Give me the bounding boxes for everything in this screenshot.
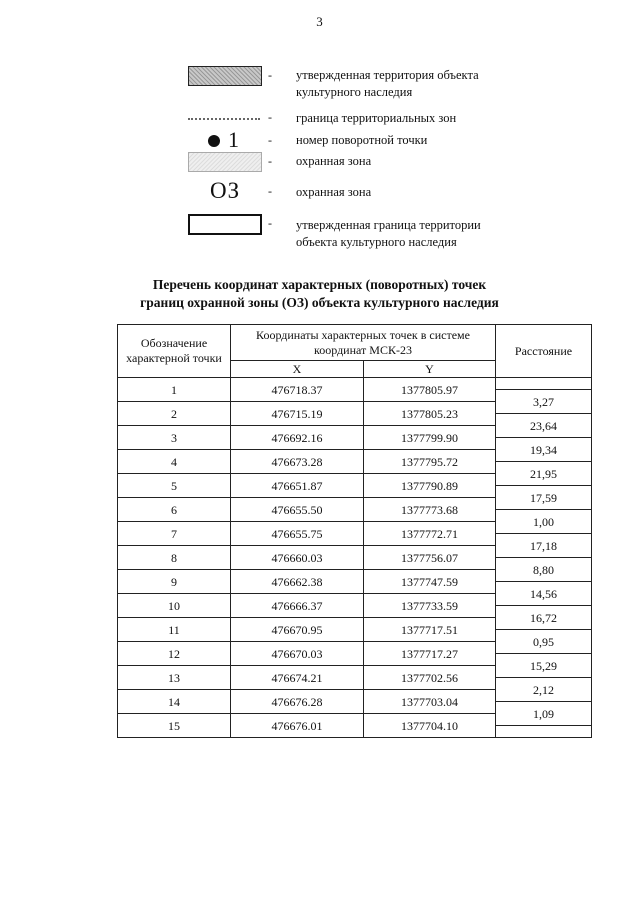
point-number: 9 <box>118 570 231 594</box>
coord-y: 1377790.89 <box>364 474 496 498</box>
coord-y: 1377702.56 <box>364 666 496 690</box>
coord-x: 476660.03 <box>231 546 364 570</box>
coord-y: 1377795.72 <box>364 450 496 474</box>
legend-item-zone-boundary: - граница территориальных зон <box>188 110 608 130</box>
coord-x: 476655.75 <box>231 522 364 546</box>
coord-y: 1377799.90 <box>364 426 496 450</box>
table-row <box>118 378 592 390</box>
legend-label: утвержденная граница территории объекта культурного наследия <box>296 218 481 249</box>
distance-cell: 16,72 <box>496 606 592 630</box>
distance-cell: 0,95 <box>496 630 592 654</box>
point-number: 15 <box>118 714 231 738</box>
coord-y: 1377773.68 <box>364 498 496 522</box>
legend-item-turning-point: 1 - номер поворотной точки <box>188 131 608 153</box>
coord-x: 476692.16 <box>231 426 364 450</box>
distance-cell: 17,59 <box>496 486 592 510</box>
point-dot-icon <box>208 135 220 147</box>
distance-cell: 2,12 <box>496 678 592 702</box>
legend-item-protection-zone: - охранная зона <box>188 152 608 172</box>
header-distance: Расстояние <box>496 325 592 378</box>
header-y: Y <box>364 361 496 378</box>
point-number: 3 <box>118 426 231 450</box>
coord-x: 476676.28 <box>231 690 364 714</box>
coord-x: 476662.38 <box>231 570 364 594</box>
point-number: 1 <box>118 378 231 402</box>
coord-y: 1377704.10 <box>364 714 496 738</box>
coord-x: 476655.50 <box>231 498 364 522</box>
point-number: 2 <box>118 402 231 426</box>
distance-cell <box>496 378 592 390</box>
point-number: 5 <box>118 474 231 498</box>
point-number: 13 <box>118 666 231 690</box>
distance-cell: 21,95 <box>496 462 592 486</box>
point-number: 14 <box>118 690 231 714</box>
coord-x: 476676.01 <box>231 714 364 738</box>
coord-y: 1377805.97 <box>364 378 496 402</box>
coord-y: 1377703.04 <box>364 690 496 714</box>
coord-x: 476670.03 <box>231 642 364 666</box>
zone-fill-icon <box>188 152 262 172</box>
coord-x: 476718.37 <box>231 378 364 402</box>
distance-cell: 8,80 <box>496 558 592 582</box>
legend-item-oz-label: ОЗ - охранная зона <box>188 184 608 206</box>
coord-x: 476666.37 <box>231 594 364 618</box>
legend-item-approved-territory: - утвержденная территория объекта культурного наследия <box>188 66 608 102</box>
distance-cell <box>496 726 592 738</box>
point-number: 7 <box>118 522 231 546</box>
point-number: 11 <box>118 618 231 642</box>
legend-label: охранная зона <box>296 185 372 199</box>
header-point: Обозначение характерной точки <box>118 325 231 378</box>
oz-symbol: ОЗ <box>210 178 241 203</box>
distance-cell: 1,09 <box>496 702 592 726</box>
legend-item-approved-boundary: - утвержденная граница территории объекта культурного наследия <box>188 214 608 266</box>
page-number: 3 <box>316 14 323 29</box>
distance-cell: 19,34 <box>496 438 592 462</box>
dotted-line-icon <box>188 118 260 120</box>
table-body <box>118 378 592 738</box>
legend-label: охранная зона <box>296 154 372 168</box>
coord-x: 476670.95 <box>231 618 364 642</box>
point-number: 6 <box>118 498 231 522</box>
header-x: X <box>231 361 364 378</box>
coord-x: 476651.87 <box>231 474 364 498</box>
coord-x: 476673.28 <box>231 450 364 474</box>
distance-cell: 1,00 <box>496 510 592 534</box>
point-number-sample: 1 <box>228 127 239 152</box>
legend-label: номер поворотной точки <box>296 133 428 147</box>
legend-label: утвержденная территория объекта культурного наследия <box>296 68 479 99</box>
coord-y: 1377717.51 <box>364 618 496 642</box>
coord-y: 1377733.59 <box>364 594 496 618</box>
point-number: 4 <box>118 450 231 474</box>
table-title: Перечень координат характерных (поворотных) точек границ охранной зоны (ОЗ) объекта культурного наследия <box>140 277 499 310</box>
point-number: 8 <box>118 546 231 570</box>
distance-cell: 14,56 <box>496 582 592 606</box>
distance-cell: 23,64 <box>496 414 592 438</box>
header-coordinates: Координаты характерных точек в системе координат МСК-23 <box>231 325 496 361</box>
coord-x: 476674.21 <box>231 666 364 690</box>
coord-y: 1377805.23 <box>364 402 496 426</box>
coord-y: 1377717.27 <box>364 642 496 666</box>
point-number: 12 <box>118 642 231 666</box>
hatched-area-icon <box>188 66 262 86</box>
distance-cell: 17,18 <box>496 534 592 558</box>
coord-y: 1377772.71 <box>364 522 496 546</box>
coord-y: 1377747.59 <box>364 570 496 594</box>
legend-label: граница территориальных зон <box>296 111 457 125</box>
distance-cell: 3,27 <box>496 390 592 414</box>
coordinates-table <box>117 324 592 738</box>
coord-y: 1377756.07 <box>364 546 496 570</box>
distance-cell: 15,29 <box>496 654 592 678</box>
boundary-box-icon <box>188 214 262 235</box>
point-number: 10 <box>118 594 231 618</box>
coord-x: 476715.19 <box>231 402 364 426</box>
